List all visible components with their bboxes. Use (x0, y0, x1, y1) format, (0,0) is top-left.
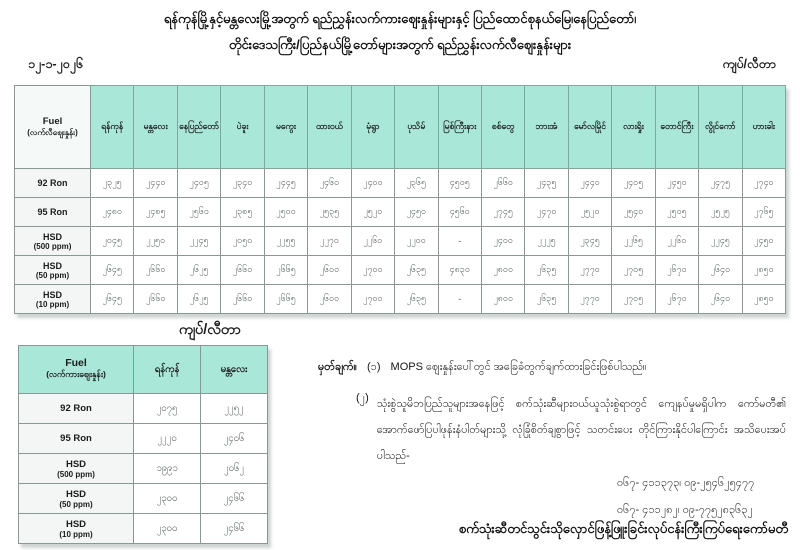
retail-price-cell-r3-c11: ၂၇၇၀ (568, 256, 611, 285)
retail-row-2 (15, 227, 786, 256)
retail-price-cell-r1-c15: ၂၇၆၅ (742, 198, 785, 227)
retail-price-cell-r1-c9: ၂၇၄၅ (481, 198, 524, 227)
wholesale-price-cell-r0-c1: ၂၂၅၂ (201, 394, 268, 424)
retail-price-cell-r3-c14: ၂၆၄၀ (699, 256, 742, 285)
retail-price-cell-r2-c11: ၂၃၄၅ (568, 227, 611, 256)
retail-price-cell-r3-c3: ၂၆၆၀ (221, 256, 264, 285)
retail-price-cell-r2-c9: ၂၄၀၀ (481, 227, 524, 256)
retail-city-header-9: စစ်တွေ (481, 86, 524, 169)
retail-price-cell-r1-c6: ၂၅၂၀ (351, 198, 394, 227)
retail-city-header-12: လားရှိုး (612, 86, 655, 169)
wholesale-fuel-header-title: Fuel (65, 357, 87, 369)
retail-price-cell-r4-c8: - (438, 285, 481, 314)
retail-city-header-11: မော်လမြိုင် (568, 86, 611, 169)
retail-price-cell-r4-c2: ၂၆၂၅ (177, 285, 220, 314)
retail-price-cell-r2-c2: ၂၂၄၅ (177, 227, 220, 256)
retail-price-cell-r1-c3: ၂၃၈၅ (221, 198, 264, 227)
retail-price-cell-r1-c0: ၂၄၈၀ (91, 198, 134, 227)
fuel-type-label: HSD (42, 231, 62, 242)
wholesale-row-label-0 (19, 394, 134, 424)
retail-price-cell-r4-c1: ၂၆၆၀ (134, 285, 177, 314)
retail-price-cell-r2-c5: ၂၂၇၀ (308, 227, 351, 256)
retail-price-cell-r0-c13: ၂၄၅၀ (655, 169, 698, 198)
wholesale-row-label-2 (19, 454, 134, 484)
wholesale-row-0 (19, 394, 268, 424)
retail-row-1 (15, 198, 786, 227)
retail-city-header-0: ရန်ကုန် (91, 86, 134, 169)
fuel-type-label: HSD (65, 488, 87, 500)
wholesale-price-table (18, 345, 268, 544)
retail-price-cell-r0-c9: ၂၆၆၀ (481, 169, 524, 198)
wholesale-price-cell-r4-c1: ၂၄၆၆ (201, 514, 268, 544)
retail-row-label-2 (15, 227, 91, 256)
unit-label-wholesale: ကျပ်/လီတာ (178, 322, 241, 338)
retail-price-cell-r2-c8: - (438, 227, 481, 256)
wholesale-fuel-header-subtitle: (လက်ကားဈေးနှုန်း) (46, 369, 106, 379)
wholesale-price-cell-r3-c0: ၂၃၀၀ (134, 484, 201, 514)
retail-price-cell-r4-c3: ၂၆၆၀ (221, 285, 264, 314)
retail-price-cell-r3-c7: ၂၆၃၅ (395, 256, 438, 285)
retail-price-cell-r4-c6: ၂၇၀၀ (351, 285, 394, 314)
note-1-number: (၁) (367, 361, 381, 373)
committee-name: စက်သုံးဆီတင်သွင်းသိုလှောင်ဖြန့်ဖြူးခြင်းလုပ်ငန်းကြီးကြပ်ရေးကော်မတီ (458, 521, 788, 536)
retail-price-cell-r0-c0: ၂၃၂၅ (91, 169, 134, 198)
wholesale-price-cell-r4-c0: ၂၃၀၀ (134, 514, 201, 544)
retail-price-cell-r0-c1: ၂၄၄၀ (134, 169, 177, 198)
wholesale-price-cell-r0-c0: ၂၀၇၅ (134, 394, 201, 424)
wholesale-row-2 (19, 454, 268, 484)
retail-price-cell-r0-c4: ၂၄၄၅ (264, 169, 307, 198)
retail-price-cell-r4-c5: ၂၆၀၀ (308, 285, 351, 314)
fuel-type-sublabel: (10 ppm) (59, 529, 93, 539)
retail-city-header-14: လွိုင်ကော် (699, 86, 742, 169)
retail-price-cell-r0-c3: ၂၃၄၀ (221, 169, 264, 198)
phone-line-1: ဝ၆၇- ၄၁၁၃၇၃၊ ဝ၉-၂၅၄၆၂၅၄၇၇ (617, 477, 755, 489)
retail-price-cell-r2-c14: ၂၂၄၅ (699, 227, 742, 256)
retail-price-cell-r3-c13: ၂၆၇၀ (655, 256, 698, 285)
retail-price-cell-r4-c0: ၂၆၄၅ (91, 285, 134, 314)
retail-price-cell-r0-c15: ၂၇၄၀ (742, 169, 785, 198)
notes-section (318, 357, 792, 469)
wholesale-price-cell-r3-c1: ၂၄၆၆ (201, 484, 268, 514)
retail-city-header-5: ထားဝယ် (308, 86, 351, 169)
retail-price-cell-r1-c13: ၂၅၀၅ (655, 198, 698, 227)
retail-price-cell-r3-c0: ၂၆၄၅ (91, 256, 134, 285)
retail-price-cell-r3-c12: ၂၇၀၅ (612, 256, 655, 285)
retail-row-label-4 (15, 285, 91, 314)
wholesale-price-cell-r2-c1: ၂၀၆၂ (201, 454, 268, 484)
retail-price-cell-r2-c7: ၂၂၀၀ (395, 227, 438, 256)
unit-label-top: ကျပ်/လီတာ (722, 57, 776, 71)
retail-price-cell-r0-c6: ၂၄၀၀ (351, 169, 394, 198)
retail-price-cell-r4-c9: ၂၈၀၀ (481, 285, 524, 314)
retail-city-header-7: ပုသိမ် (395, 86, 438, 169)
retail-price-cell-r2-c1: ၂၂၅၀ (134, 227, 177, 256)
retail-price-cell-r2-c13: ၂၂၆၀ (655, 227, 698, 256)
wholesale-city-header-1: မန္တလေး (201, 346, 268, 394)
fuel-type-sublabel: (500 ppm) (57, 469, 95, 479)
retail-price-cell-r1-c5: ၂၅၃၅ (308, 198, 351, 227)
wholesale-city-header-0: ရန်ကုန် (134, 346, 201, 394)
fuel-type-label: HSD (42, 260, 62, 271)
fuel-type-label: 92 Ron (60, 403, 92, 414)
retail-price-cell-r3-c2: ၂၆၂၅ (177, 256, 220, 285)
fuel-type-sublabel: (500 ppm) (33, 241, 72, 251)
retail-price-cell-r1-c2: ၂၅၆၀ (177, 198, 220, 227)
retail-price-cell-r1-c8: ၄၅၆၀ (438, 198, 481, 227)
fuel-type-label: HSD (65, 458, 87, 470)
retail-price-cell-r4-c7: ၂၆၃၅ (395, 285, 438, 314)
retail-price-cell-r1-c10: ၂၄၇၀ (525, 198, 568, 227)
retail-price-cell-r2-c10: ၂၂၂၅ (525, 227, 568, 256)
retail-fuel-header-title: Fuel (42, 115, 63, 127)
notes-label: မှတ်ချက်။ (318, 361, 358, 373)
retail-price-cell-r2-c6: ၂၂၆၀ (351, 227, 394, 256)
retail-price-cell-r4-c13: ၂၆၇၀ (655, 285, 698, 314)
retail-row-3 (15, 256, 786, 285)
retail-price-cell-r0-c8: ၄၅၀၅ (438, 169, 481, 198)
retail-row-0 (15, 169, 786, 198)
retail-price-cell-r3-c15: ၂၈၅၀ (742, 256, 785, 285)
retail-price-cell-r2-c0: ၂၀၄၅ (91, 227, 134, 256)
note-2-text: သုံးစွဲသူမိဘပြည်သူများအနေဖြင့် စက်သုံးဆီများဝယ်ယူသုံးစွဲရာတွင် ကျေနပ်မှုမရှိပါက ကော်မတီ၏ အောက်ဖော်ပြပါဖုန်းနံပါတ်များသို့ လုံခြုံစိတ်ချစွာဖြင့် သတင်းပေး တိုင်ကြားနိုင်ပါကြောင်း အသိပေးအပ်ပါသည်- (376, 398, 786, 462)
note-2-number: (၂) (356, 392, 369, 404)
wholesale-price-cell-r2-c0: ၁၉၉၁ (134, 454, 201, 484)
retail-price-cell-r0-c7: ၂၃၆၅ (395, 169, 438, 198)
retail-price-cell-r3-c5: ၂၆၀၀ (308, 256, 351, 285)
wholesale-row-4 (19, 514, 268, 544)
retail-price-cell-r1-c11: ၂၅၂၀ (568, 198, 611, 227)
wholesale-fuel-header (19, 346, 134, 394)
retail-price-cell-r4-c15: ၂၈၅၀ (742, 285, 785, 314)
retail-price-cell-r0-c12: ၂၄၀၅ (612, 169, 655, 198)
retail-price-cell-r1-c1: ၂၄၈၅ (134, 198, 177, 227)
wholesale-row-3 (19, 484, 268, 514)
note-2 (356, 391, 786, 469)
retail-city-header-10: ဘားအံ (525, 86, 568, 169)
retail-row-label-0 (15, 169, 91, 198)
phone-line-2: ဝ၆၇- ၄၁၁၂၈၂၊ ဝ၉-၇၇၅၂၈၃၆၃၂ (617, 504, 753, 516)
retail-price-table (14, 85, 786, 314)
retail-price-cell-r2-c15: ၂၄၅၀ (742, 227, 785, 256)
retail-fuel-header-subtitle: (လက်လီဈေးနှုန်း) (27, 127, 78, 137)
page-title-line1: ရန်ကုန်မြို့နှင့်မန္တလေးမြို့အတွက် ရည်ညွှန်းလက်ကားဈေးနှုန်းများနှင့် ပြည်ထောင်စုနယ်မြေ၊နေပြည်တော်၊ (163, 11, 637, 26)
retail-price-cell-r0-c10: ၂၄၃၅ (525, 169, 568, 198)
fuel-type-label: HSD (42, 289, 62, 300)
retail-price-cell-r0-c5: ၂၄၆၀ (308, 169, 351, 198)
wholesale-row-1 (19, 424, 268, 454)
retail-price-cell-r0-c11: ၂၄၄၀ (568, 169, 611, 198)
wholesale-price-cell-r1-c1: ၂၄၀၆ (201, 424, 268, 454)
retail-city-header-3: ပဲခူး (221, 86, 264, 169)
fuel-type-sublabel: (50 ppm) (59, 499, 93, 509)
retail-city-header-15: ဟားခါး (742, 86, 785, 169)
retail-price-cell-r3-c9: ၂၈၀၀ (481, 256, 524, 285)
retail-price-cell-r2-c12: ၂၂၆၅ (612, 227, 655, 256)
retail-city-header-8: မြစ်ကြီးနား (438, 86, 481, 169)
report-date: ၁၂-၁-၂၀၂၆ (28, 57, 83, 71)
retail-price-cell-r1-c14: ၂၅၂၅ (699, 198, 742, 227)
retail-price-cell-r1-c7: ၂၄၅၀ (395, 198, 438, 227)
retail-price-cell-r0-c2: ၂၄၀၅ (177, 169, 220, 198)
retail-city-header-2: နေပြည်တော် (177, 86, 220, 169)
wholesale-row-label-1 (19, 424, 134, 454)
wholesale-price-cell-r1-c0: ၂၂၂၀ (134, 424, 201, 454)
retail-price-cell-r1-c12: ၂၅၄၀ (612, 198, 655, 227)
fuel-type-label: HSD (65, 518, 87, 530)
fuel-type-label: 95 Ron (37, 207, 68, 217)
fuel-type-label: 92 Ron (37, 178, 68, 188)
retail-city-header-4: မကွေး (264, 86, 307, 169)
retail-price-cell-r0-c14: ၂၄၇၅ (699, 169, 742, 198)
note-1 (318, 357, 792, 377)
retail-city-header-1: မန္တလေး (134, 86, 177, 169)
retail-price-cell-r3-c6: ၂၇၀၀ (351, 256, 394, 285)
retail-row-label-1 (15, 198, 91, 227)
retail-city-header-6: မုံရွာ (351, 86, 394, 169)
retail-price-cell-r4-c12: ၂၇၀၅ (612, 285, 655, 314)
retail-city-header-13: တောင်ကြီး (655, 86, 698, 169)
retail-price-cell-r2-c3: ၂၀၅၀ (221, 227, 264, 256)
retail-price-cell-r2-c4: ၂၂၅၅ (264, 227, 307, 256)
wholesale-row-label-3 (19, 484, 134, 514)
retail-price-cell-r4-c4: ၂၆၆၅ (264, 285, 307, 314)
retail-price-cell-r4-c10: ၂၆၃၅ (525, 285, 568, 314)
retail-fuel-header (15, 86, 91, 169)
retail-row-label-3 (15, 256, 91, 285)
retail-price-cell-r4-c14: ၂၆၄၀ (699, 285, 742, 314)
retail-price-cell-r3-c4: ၂၆၆၅ (264, 256, 307, 285)
retail-row-4 (15, 285, 786, 314)
note-1-text: MOPS ဈေးနှုန်းပေါ်တွင် အခြေခံတွက်ချက်ထားခြင်းဖြစ်ပါသည်။ (390, 361, 647, 373)
fuel-type-sublabel: (50 ppm) (35, 270, 70, 280)
retail-price-cell-r1-c4: ၂၅၀၀ (264, 198, 307, 227)
retail-price-cell-r4-c11: ၂၇၇၀ (568, 285, 611, 314)
retail-price-cell-r3-c1: ၂၆၆၀ (134, 256, 177, 285)
page-title-line2: တိုင်းဒေသကြီး/ပြည်နယ်မြို့တော်များအတွက် ရည်ညွှန်းလက်လီဈေးနှုန်းများ (228, 37, 572, 52)
page-title (0, 6, 800, 58)
retail-price-cell-r3-c10: ၂၆၃၅ (525, 256, 568, 285)
fuel-type-label: 95 Ron (60, 433, 92, 444)
wholesale-row-label-4 (19, 514, 134, 544)
fuel-type-sublabel: (10 ppm) (35, 299, 70, 309)
retail-price-cell-r3-c8: ၄၈၃၀ (438, 256, 481, 285)
